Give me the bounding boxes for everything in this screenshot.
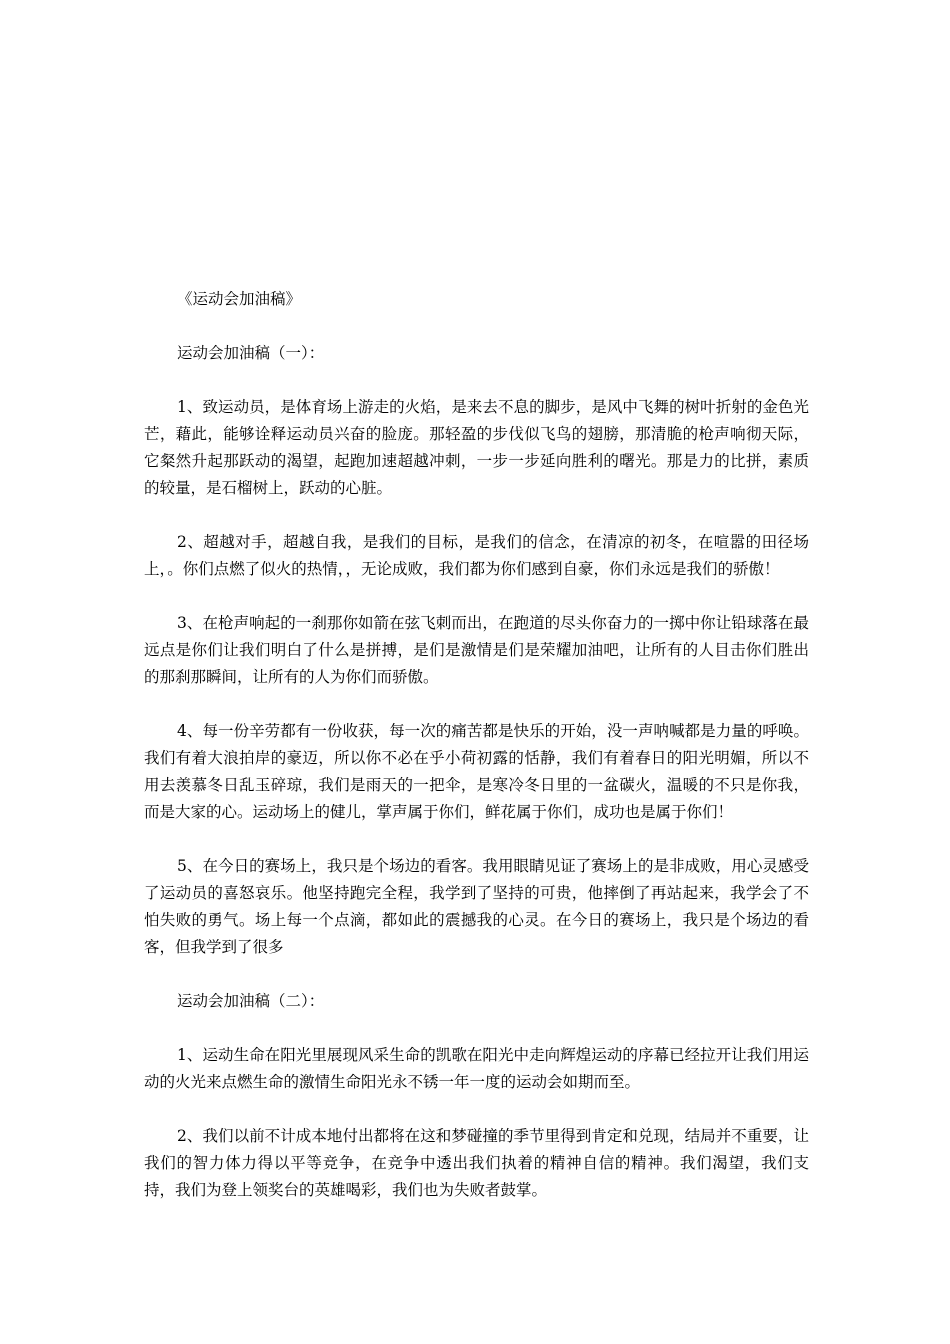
section-1-paragraph-5: 5、在今日的赛场上，我只是个场边的看客。我用眼睛见证了赛场上的是非成败，用心灵感受了运动员的喜怒哀乐。他坚持跑完全程，我学到了坚持的可贵，他摔倒了再站起来，我学会了不怕失败的勇气。场上每一个点滴，都如此的震撼我的心灵。在今日的赛场上，我只是个场边的看客，但我学到了很多 xyxy=(144,857,809,956)
section-1-paragraph-4: 4、每一份辛劳都有一份收获，每一次的痛苦都是快乐的开始，没一声呐喊都是力量的呼唤。我们有着大浪拍岸的豪迈，所以你不必在乎小荷初露的恬静，我们有着春日的阳光明媚，所以不用去羡慕冬日乱玉碎琼，我们是雨天的一把伞，是寒冷冬日里的一盆碳火，温暖的不只是你我，而是大家的心。运动场上的健儿，掌声属于你们，鲜花属于你们，成功也是属于你们！ xyxy=(144,722,809,821)
document-title: 《运动会加油稿》 xyxy=(177,290,302,308)
section-1-paragraph-1: 1、致运动员，是体育场上游走的火焰，是来去不息的脚步，是风中飞舞的树叶折射的金色光芒，藉此，能够诠释运动员兴奋的脸庞。那轻盈的步伐似飞鸟的翅膀，那清脆的枪声响彻天际，它粲然升起那跃动的渴望，起跑加速超越冲刺，一步一步延向胜利的曙光。那是力的比拼，素质的较量，是石榴树上，跃动的心脏。 xyxy=(144,398,809,497)
section-1-heading: 运动会加油稿（一）： xyxy=(177,344,325,362)
section-2-heading: 运动会加油稿（二）： xyxy=(177,992,325,1010)
document-body xyxy=(144,286,809,1231)
section-1-paragraph-3: 3、在枪声响起的一刹那你如箭在弦飞刺而出，在跑道的尽头你奋力的一掷中你让铅球落在最远点是你们让我们明白了什么是拼搏，是们是激情是们是荣耀加油吧，让所有的人目击你们胜出的那刹那瞬间，让所有的人为你们而骄傲。 xyxy=(144,614,809,686)
section-1-paragraph-2: 2、超越对手，超越自我，是我们的目标，是我们的信念，在清凉的初冬，在喧嚣的田径场上，。你们点燃了似火的热情，，无论成败，我们都为你们感到自豪，你们永远是我们的骄傲！ xyxy=(144,533,809,578)
section-2-paragraph-1: 1、运动生命在阳光里展现风采生命的凯歌在阳光中走向辉煌运动的序幕已经拉开让我们用运动的火光来点燃生命的激情生命阳光永不锈一年一度的运动会如期而至。 xyxy=(144,1046,809,1091)
section-2-paragraph-2: 2、我们以前不计成本地付出都将在这和梦碰撞的季节里得到肯定和兑现，结局并不重要，让我们的智力体力得以平等竞争，在竞争中透出我们执着的精神自信的精神。我们渴望，我们支持，我们为登上领奖台的英雄喝彩，我们也为失败者鼓掌。 xyxy=(144,1127,809,1199)
